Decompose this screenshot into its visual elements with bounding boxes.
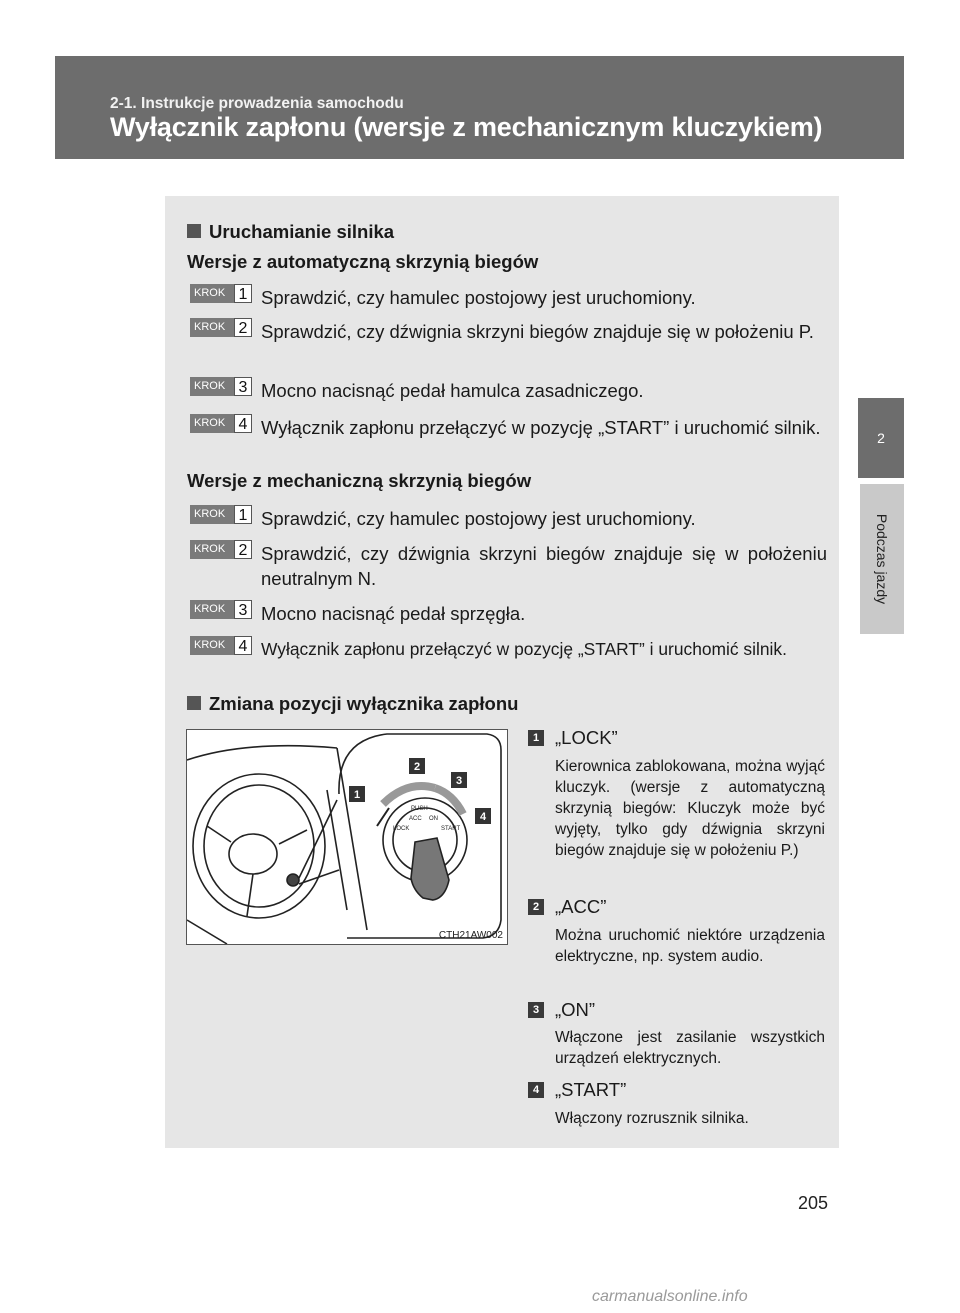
ignition-switch-drawing (187, 730, 507, 944)
position-description: Włączone jest zasilanie wszystkich urządzeń elektrycznych. (555, 1029, 825, 1067)
step-text: Wyłącznik zapłonu przełączyć w pozycję „START” i uruchomić silnik. (261, 417, 821, 438)
position-number: 2 (528, 899, 544, 915)
square-bullet-icon (187, 224, 201, 238)
step-text: Sprawdzić, czy dźwignia skrzyni biegów znajduje się w położeniu neutralnym N. (261, 543, 827, 589)
switch-label-start: START (441, 826, 461, 832)
position-description: Włączony rozrusznik silnika. (555, 1110, 749, 1127)
position-number: 3 (528, 1002, 544, 1018)
heading-switch-positions: Zmiana pozycji wyłącznika zapłonu (187, 692, 518, 716)
section-title: 2-1. Instrukcje prowadzenia samochodu (110, 95, 404, 112)
position-title: „ON” (555, 999, 596, 1020)
square-bullet-icon (187, 696, 201, 710)
page-title: Wyłącznik zapłonu (wersje z mechanicznym kluczykiem) (110, 112, 823, 142)
step-badge: KROK 4 (190, 414, 252, 433)
step-badge: KROK 1 (190, 284, 252, 303)
figure-code: CTH21AW002 (438, 930, 503, 941)
step-text: Mocno nacisnąć pedał sprzęgła. (261, 603, 526, 624)
page-number: 205 (798, 1193, 829, 1213)
step-text: Wyłącznik zapłonu przełączyć w pozycję „START” i uruchomić silnik. (261, 639, 787, 659)
step-badge: KROK 1 (190, 505, 252, 524)
step-badge: KROK 4 (190, 636, 252, 655)
figure-label-4: 4 (479, 811, 487, 823)
switch-label-acc: ACC (409, 816, 422, 822)
position-description: Można uruchomić niektóre urządzenia elektryczne, np. system audio. (555, 927, 825, 965)
position-title: „START” (555, 1079, 627, 1100)
step-text: Sprawdzić, czy dźwignia skrzyni biegów znajduje się w położeniu P. (261, 321, 814, 342)
switch-label-lock: LOCK (393, 826, 410, 832)
switch-label-push: PUSH (411, 806, 428, 812)
chapter-number-tab: 2 (858, 398, 904, 478)
step-badge: KROK 3 (190, 600, 252, 619)
step-text: Mocno nacisnąć pedał hamulca zasadniczego. (261, 380, 644, 401)
heading-starting-engine: Uruchamianie silnika (187, 220, 394, 244)
position-description: Kierownica zablokowana, można wyjąć kluczyk. (wersje z automatyczną skrzynią biegów: Kluczyk może być wyjęty, tylko gdy dźwignia skrzyni biegów znajduje się w położeniu P.) (555, 758, 825, 859)
step-text: Sprawdzić, czy hamulec postojowy jest uruchomiony. (261, 287, 696, 308)
chapter-label: Podczas jazdy (874, 513, 890, 605)
position-number: 1 (528, 730, 544, 746)
chapter-label-tab (860, 484, 904, 634)
subheading-manual: Wersje z mechaniczną skrzynią biegów (187, 470, 532, 491)
step-badge: KROK 2 (190, 318, 252, 337)
footer-watermark: carmanualsonline.info (592, 1288, 748, 1305)
position-title: „LOCK” (555, 727, 618, 748)
switch-label-on: ON (429, 816, 438, 822)
position-number: 4 (528, 1082, 544, 1098)
figure-label-1: 1 (353, 789, 361, 801)
step-text: Sprawdzić, czy hamulec postojowy jest uruchomiony. (261, 508, 696, 529)
figure-label-2: 2 (413, 761, 421, 773)
subheading-automatic: Wersje z automatyczną skrzynią biegów (187, 251, 539, 272)
step-badge: KROK 3 (190, 377, 252, 396)
position-title: „ACC” (555, 896, 607, 917)
figure-label-3: 3 (455, 775, 463, 787)
ignition-illustration (186, 729, 508, 945)
step-badge: KROK 2 (190, 540, 252, 559)
